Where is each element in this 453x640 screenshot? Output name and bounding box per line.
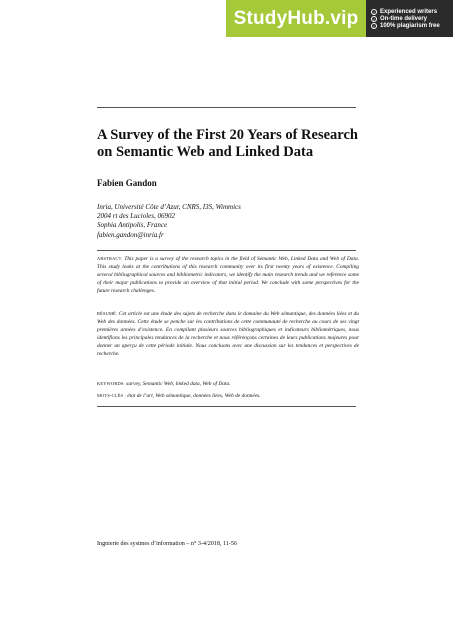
banner-perks (366, 0, 453, 37)
resume-paragraph (97, 310, 359, 358)
abstract-text: This paper is a survey of the research topics in the field of Semantic Web, Linked Data and Web of Data. This study looks at the contributions of this research community over its first twenty years of existence. Compiling several bibliographical sources and bibliometric indicators, we identify the main research trends and we reference some of their major publications to provide an overview of that initial period. We conclude with some perspectives for the future research challenges. (97, 256, 359, 294)
perk-item (371, 16, 453, 22)
keywords-text: survey, Semantic Web, linked data, Web of Data. (126, 381, 231, 387)
resume-text: Cet article est une étude des sujets de recherche dans le domaine du Web sémantique, des données liées et du Web des données. Cette étude se penche sur les contributions de cette communauté de recherche au cours de ses vingt premières années d’existence. En compilant plusieurs sources bibliographiques et indicateurs bibliométriques, nous identifions les principales tendances de la recherche et nous référençons certaines de leurs publications majeures pour donner un aperçu de cette période initiale. Nous concluons avec une discussion sur les tendances et perspectives de recherche. (97, 311, 359, 357)
ad-banner[interactable] (226, 0, 453, 37)
check-icon: ✓ (372, 9, 376, 15)
resume-label: RÉSUMÉ. (97, 311, 118, 316)
abstract-top-rule (97, 250, 356, 251)
perk-item (371, 9, 453, 15)
abstract-bottom-rule (97, 406, 356, 407)
check-icon: ✓ (372, 23, 376, 29)
top-rule (97, 107, 356, 108)
abstract-label: ABSTRACT. (97, 256, 123, 261)
affiliation-line: 2004 rt des Lucioles, 06902 (97, 212, 175, 221)
paper-title (97, 127, 367, 161)
affiliation-line: Sophia Antipolis, France (97, 221, 168, 230)
motscles-text: état de l’art, Web sémantique, données liées, Web de données. (127, 393, 261, 399)
journal-footer: Ingnierie des systmes d’information – n° 3-4/2018, 11-56 (97, 541, 237, 547)
keywords-line (97, 380, 359, 388)
motscles-label: MOTS-CLÉS : (97, 393, 126, 398)
perk-label: On-time delivery (380, 15, 428, 22)
title-line: A Survey of the First 20 Years of Research (97, 127, 358, 143)
affiliation-line: Inria, Université Côte d’Azur, CNRS, I3S, Wimmics (97, 203, 241, 211)
abstract-paragraph (97, 255, 359, 295)
check-icon: ✓ (372, 16, 376, 22)
author-name: Fabien Gandon (97, 178, 157, 188)
perk-label: 100% plagiarism free (380, 22, 440, 29)
author-email: fabien.gandon@inria.fr (97, 230, 164, 239)
motscles-line (97, 392, 359, 400)
banner-brand[interactable]: StudyHub.vip (226, 0, 366, 37)
perk-item (371, 23, 453, 29)
affiliation-block (97, 203, 241, 240)
perk-label: Experienced writers (380, 8, 438, 15)
title-line: on Semantic Web and Linked Data (97, 144, 314, 160)
keywords-label: KEYWORDS: (97, 381, 125, 386)
